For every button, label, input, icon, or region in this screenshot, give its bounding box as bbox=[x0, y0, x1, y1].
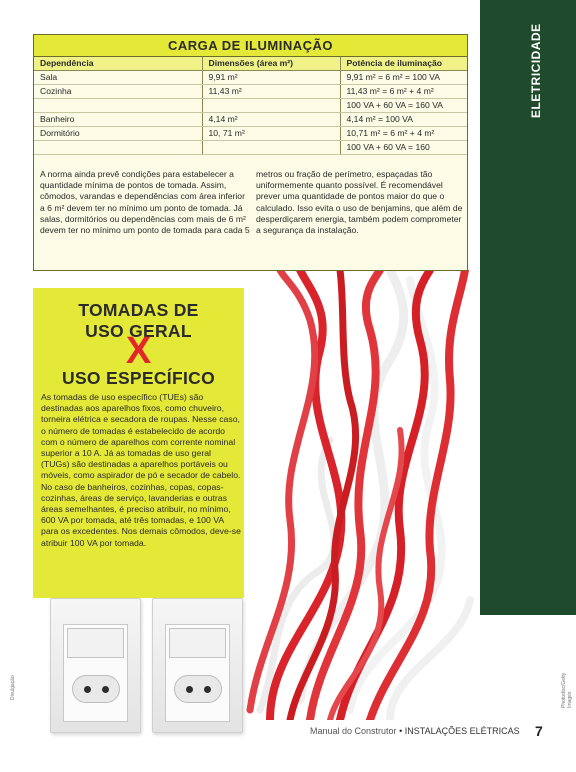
socket-icon bbox=[174, 675, 222, 703]
table-row bbox=[34, 84, 467, 98]
table-cell bbox=[34, 98, 202, 112]
cables-image bbox=[240, 270, 480, 720]
photo-credit-right: Photodisc/Getty Images bbox=[561, 672, 573, 708]
header-dependencia: Dependência bbox=[34, 57, 202, 70]
table-cell: Sala bbox=[34, 70, 202, 84]
panel-heading-line3: USO ESPECÍFICO bbox=[62, 368, 215, 388]
panel-body-text: As tomadas de uso específico (TUEs) são destinadas aos aparelhos fixos, como chuveiro, torneira elétrica e secadora de roupas. Nesse caso, o número de tomadas é estabelecido de acordo com o número de aparelhos com corrente nominal superior a 10 A. Já as tomadas de uso geral (TUGs) são destinadas a aparelhos portáveis ou móveis, como aspirador de pó e secador de cabelo. No caso de banheiros, cozinhas, copas, copas-cozinhas, áreas de serviço, lavanderias e outras áreas semelhantes, é preciso atribuir, no mínimo, 600 VA por tomada, até três tomadas, e 100 VA para os excedentes. Nos demais cômodos, deve-se atribuir 100 VA por tomada. bbox=[41, 392, 241, 548]
header-dimensoes: Dimensões (área m²) bbox=[202, 57, 340, 70]
table-cell bbox=[202, 98, 340, 112]
table-row bbox=[34, 70, 467, 84]
footer-section: INSTALAÇÕES ELÉTRICAS bbox=[404, 726, 520, 736]
table-row bbox=[34, 126, 467, 140]
notes-column-left: A norma ainda prevê condições para estabelecer a quantidade mínima de pontos de tomada. Assim, cômodos, varandas e dependências com área inferior a 6 m² devem ter no mínimo um ponto de tomada. Já salas, dormitórios ou dependências com mais de 6 m² devem ter no mínimo um ponto de tomada para cada 5 bbox=[40, 169, 250, 236]
socket-icon bbox=[72, 675, 120, 703]
versus-mark: X bbox=[125, 330, 152, 372]
outlet-220v-image bbox=[152, 598, 243, 733]
table-row bbox=[34, 140, 467, 154]
table-cell: 9,91 m² bbox=[202, 70, 340, 84]
table-row bbox=[34, 112, 467, 126]
table-row bbox=[34, 98, 467, 112]
table-cell: Dormitório bbox=[34, 126, 202, 140]
socket-pin-icon bbox=[84, 686, 91, 693]
outlet-110v-image bbox=[50, 598, 141, 733]
photo-credit-left: Divulgação bbox=[10, 675, 16, 700]
section-sidebar bbox=[480, 0, 576, 615]
table-title: CARGA DE ILUMINAÇÃO bbox=[34, 35, 467, 57]
table-cell: 10,71 m² = 6 m² + 4 m² bbox=[340, 126, 467, 140]
table-cell: 9,91 m² = 6 m² = 100 VA bbox=[340, 70, 467, 84]
outlet-frame bbox=[63, 624, 128, 722]
panel-heading-line1: TOMADAS DE bbox=[78, 300, 199, 320]
socket-pin-icon bbox=[204, 686, 211, 693]
switch-key-icon bbox=[67, 628, 124, 658]
table-cell: Banheiro bbox=[34, 112, 202, 126]
outlet-types-panel bbox=[33, 288, 244, 598]
socket-pin-icon bbox=[186, 686, 193, 693]
page-footer bbox=[310, 726, 520, 736]
page-number: 7 bbox=[535, 723, 543, 739]
lighting-load-table bbox=[34, 57, 467, 155]
table-cell: 11,43 m² bbox=[202, 84, 340, 98]
table-cell bbox=[202, 140, 340, 154]
panel-heading-line2: USO GERAL bbox=[85, 321, 192, 341]
table-header-row bbox=[34, 57, 467, 70]
table-cell: 10, 71 m² bbox=[202, 126, 340, 140]
footer-title: Manual do Construtor bbox=[310, 726, 397, 736]
notes-column-right: metros ou fração de perímetro, espaçadas tão uniformemente quanto possível. É recomendável prever uma quantidade de pontos maior do que o calculado. Isso evita o uso de benjamins, que além de desperdiçarem energia, também podem comprometer a segurança da instalação. bbox=[256, 169, 463, 236]
table-cell: 4,14 m² = 100 VA bbox=[340, 112, 467, 126]
table-cell: 100 VA + 60 VA = 160 bbox=[340, 140, 467, 154]
switch-key-icon bbox=[169, 628, 226, 658]
footer-separator: • bbox=[399, 726, 403, 736]
table-cell: 11,43 m² = 6 m² + 4 m² bbox=[340, 84, 467, 98]
table-cell: Cozinha bbox=[34, 84, 202, 98]
lighting-load-box bbox=[33, 34, 468, 271]
socket-pin-icon bbox=[102, 686, 109, 693]
outlet-frame bbox=[165, 624, 230, 722]
table-cell: 100 VA + 60 VA = 160 VA bbox=[340, 98, 467, 112]
header-potencia: Potência de iluminação bbox=[340, 57, 467, 70]
section-label: ELETRICIDADE bbox=[529, 23, 543, 118]
table-cell bbox=[34, 140, 202, 154]
table-cell: 4,14 m² bbox=[202, 112, 340, 126]
